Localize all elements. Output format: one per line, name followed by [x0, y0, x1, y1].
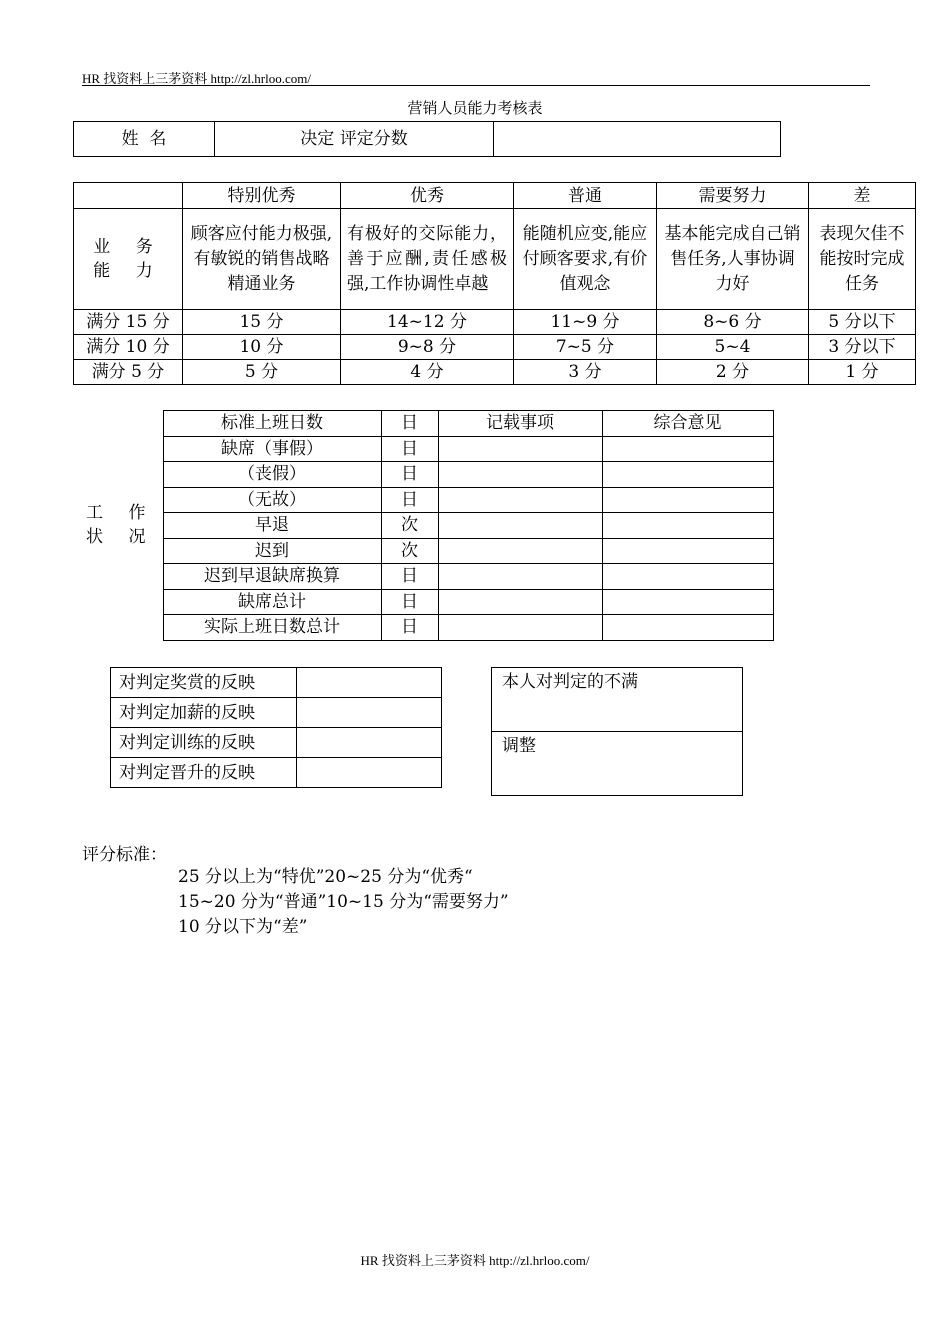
work-item: 缺席（事假）	[163, 436, 381, 462]
work-status-label-line1: 工 作	[86, 503, 156, 524]
score-cell: 5 分以下	[809, 310, 916, 335]
work-item: 早退	[163, 513, 381, 539]
score-row-label: 满分 10 分	[74, 335, 183, 360]
score-cell: 8~6 分	[657, 310, 809, 335]
ability-header-excellent: 优秀	[341, 183, 514, 209]
reaction-label-promotion: 对判定晋升的反映	[111, 758, 297, 788]
table-row	[111, 728, 442, 758]
adjust-label: 调整	[492, 732, 743, 796]
page-header: HR 找资料上三茅资料 http://zl.hrloo.com/	[82, 71, 311, 86]
work-unit: 日	[381, 487, 438, 513]
table-row	[79, 564, 773, 590]
work-opinion-cell	[602, 462, 773, 488]
table-row	[79, 615, 773, 641]
table-row	[79, 436, 773, 462]
work-status-label	[79, 411, 163, 641]
score-row	[74, 360, 916, 385]
work-item: 实际上班日数总计	[163, 615, 381, 641]
reaction-label-training: 对判定训练的反映	[111, 728, 297, 758]
work-unit: 日	[381, 462, 438, 488]
criteria-line: 10 分以下为“差”	[178, 917, 308, 937]
score-label: 决定 评定分数	[215, 122, 494, 157]
score-cell: 4 分	[341, 360, 514, 385]
reaction-label-raise: 对判定加薪的反映	[111, 698, 297, 728]
desc-needs-effort: 基本能完成自己销售任务,人事协调力好	[657, 209, 809, 310]
ability-header-excellent-plus: 特别优秀	[183, 183, 341, 209]
table-row	[111, 758, 442, 788]
reaction-label-reward: 对判定奖赏的反映	[111, 668, 297, 698]
table-row	[111, 668, 442, 698]
ability-header-normal: 普通	[514, 183, 657, 209]
desc-normal: 能随机应变,能应付顾客要求,有价值观念	[514, 209, 657, 310]
ability-header-empty	[74, 183, 183, 209]
work-notes-cell	[438, 564, 602, 590]
score-value	[494, 122, 781, 157]
dissatisfaction-label: 本人对判定的不满	[492, 668, 743, 732]
business-ability-label-line1: 业 务	[93, 237, 163, 257]
page-footer: HR 找资料上三茅资料 http://zl.hrloo.com/	[360, 1253, 590, 1268]
work-opinion-cell	[602, 436, 773, 462]
score-cell: 7~5 分	[514, 335, 657, 360]
ability-header-needs-effort: 需要努力	[657, 183, 809, 209]
work-opinion-cell	[602, 513, 773, 539]
table-row	[79, 513, 773, 539]
work-notes-cell	[438, 538, 602, 564]
work-opinion-cell	[602, 564, 773, 590]
desc-excellent: 有极好的交际能力，善于应酬,责任感极强,工作协调性卓越	[341, 209, 514, 310]
work-unit: 日	[381, 564, 438, 590]
criteria-title: 评分标准：	[82, 845, 167, 865]
criteria-line: 15~20 分为“普通”10~15 分为“需要努力”	[178, 892, 509, 912]
score-cell: 11~9 分	[514, 310, 657, 335]
work-status-label-line2: 状 况	[86, 527, 156, 548]
score-row	[74, 310, 916, 335]
work-item: （无故）	[163, 487, 381, 513]
work-unit: 日	[381, 589, 438, 615]
desc-excellent-plus: 顾客应付能力极强,有敏锐的销售战略精通业务	[183, 209, 341, 310]
score-cell: 3 分以下	[809, 335, 916, 360]
score-cell: 10 分	[183, 335, 341, 360]
score-cell: 1 分	[809, 360, 916, 385]
work-header-standard-days: 标准上班日数	[163, 411, 381, 437]
work-notes-cell	[438, 436, 602, 462]
work-notes-cell	[438, 487, 602, 513]
score-cell: 15 分	[183, 310, 341, 335]
desc-poor: 表现欠佳不能按时完成任务	[809, 209, 916, 310]
score-cell: 14~12 分	[341, 310, 514, 335]
work-opinion-cell	[602, 589, 773, 615]
work-header-notes: 记载事项	[438, 411, 602, 437]
work-notes-cell	[438, 615, 602, 641]
work-opinion-cell	[602, 615, 773, 641]
table-row	[111, 698, 442, 728]
ability-table	[73, 182, 916, 385]
reaction-value	[297, 668, 442, 698]
work-unit: 次	[381, 513, 438, 539]
work-header-unit: 日	[381, 411, 438, 437]
reaction-table	[110, 667, 442, 788]
work-unit: 日	[381, 436, 438, 462]
work-opinion-cell	[602, 487, 773, 513]
criteria-line: 25 分以上为“特优”20~25 分为“优秀“	[178, 867, 473, 887]
table-row	[79, 589, 773, 615]
work-item: （丧假）	[163, 462, 381, 488]
work-notes-cell	[438, 462, 602, 488]
reaction-value	[297, 728, 442, 758]
score-cell: 9~8 分	[341, 335, 514, 360]
score-row-label: 满分 15 分	[74, 310, 183, 335]
score-cell: 2 分	[657, 360, 809, 385]
work-item: 迟到	[163, 538, 381, 564]
work-unit: 日	[381, 615, 438, 641]
table-row	[79, 462, 773, 488]
score-row	[74, 335, 916, 360]
work-opinion-cell	[602, 538, 773, 564]
name-score-table	[73, 121, 781, 157]
work-item: 迟到早退缺席换算	[163, 564, 381, 590]
reaction-value	[297, 698, 442, 728]
business-ability-label	[74, 209, 183, 310]
score-row-label: 满分 5 分	[74, 360, 183, 385]
ability-header-poor: 差	[809, 183, 916, 209]
business-ability-label-line2: 能 力	[93, 261, 163, 281]
score-cell: 5~4	[657, 335, 809, 360]
header-divider	[82, 85, 870, 86]
table-row	[79, 538, 773, 564]
score-cell: 5 分	[183, 360, 341, 385]
dissatisfaction-table	[491, 667, 743, 796]
work-item: 缺席总计	[163, 589, 381, 615]
table-row	[79, 487, 773, 513]
work-status-table	[79, 410, 774, 641]
work-header-opinion: 综合意见	[602, 411, 773, 437]
reaction-value	[297, 758, 442, 788]
name-label: 姓 名	[74, 122, 215, 157]
score-cell: 3 分	[514, 360, 657, 385]
document-title: 营销人员能力考核表	[407, 99, 543, 117]
work-notes-cell	[438, 589, 602, 615]
work-unit: 次	[381, 538, 438, 564]
work-notes-cell	[438, 513, 602, 539]
